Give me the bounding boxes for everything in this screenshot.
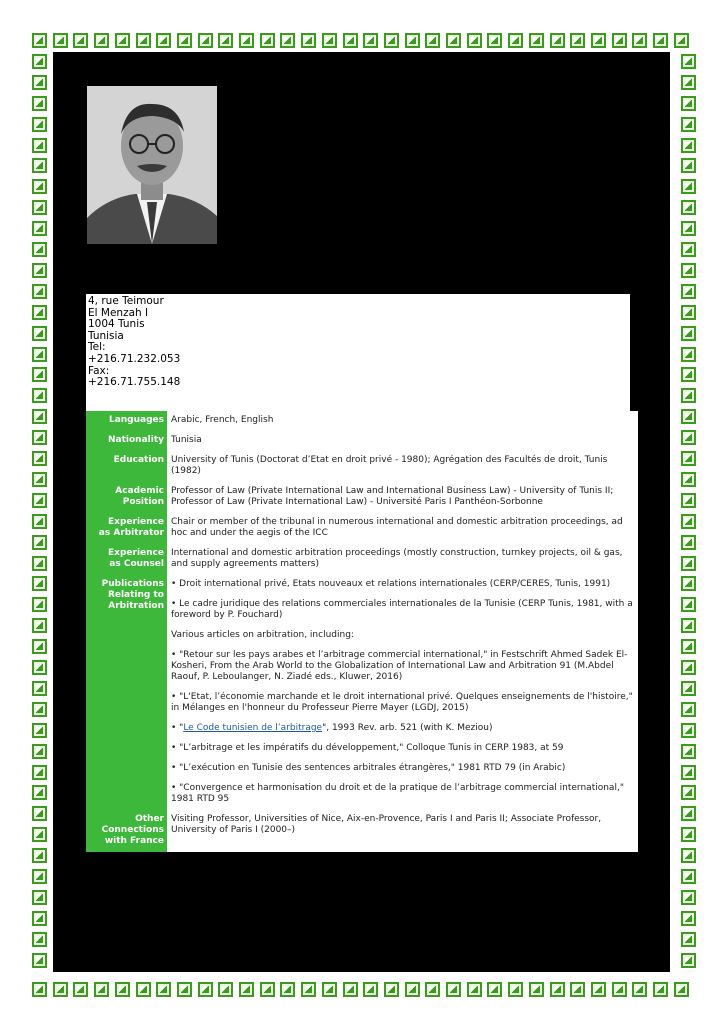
publication-item: • "L’exécution en Tunisie des sentences arbitrales étrangères," 1981 RTD 79 (in Arabic) — [171, 763, 566, 773]
tel-label: Tel: — [88, 341, 106, 354]
border-tile-icon — [591, 33, 606, 48]
border-tile-icon — [681, 911, 696, 926]
articles-intro: Various articles on arbitration, including: — [171, 630, 354, 640]
border-tile-icon — [681, 493, 696, 508]
border-tile-icon — [681, 158, 696, 173]
row-nationality — [86, 431, 638, 451]
value-publications — [167, 575, 638, 810]
border-tile-icon — [32, 367, 47, 382]
border-tile-icon — [363, 33, 378, 48]
border-tile-icon — [612, 33, 627, 48]
border-tile-icon — [681, 932, 696, 947]
value-nationality: Tunisia — [167, 431, 638, 451]
border-tile-icon — [681, 326, 696, 341]
publication-item: • "L'Etat, l’économie marchande et le droit international privé. Quelques enseignements de l'histoire," in Mélanges en l'honneur du Professeur Pierre Mayer (LGDJ, 2015) — [171, 692, 633, 713]
border-tile-icon — [487, 33, 502, 48]
border-tile-icon — [115, 982, 130, 997]
border-tile-icon — [570, 33, 585, 48]
value-experience-counsel: International and domestic arbitration proceedings (mostly construction, turnkey projects, oil & gas, and supply agreements matters) — [167, 544, 638, 575]
border-tile-icon — [32, 514, 47, 529]
border-tile-icon — [32, 911, 47, 926]
border-tile-icon — [32, 618, 47, 633]
border-tile-icon — [681, 221, 696, 236]
border-tile-icon — [177, 982, 192, 997]
border-tile-icon — [73, 982, 88, 997]
border-tile-icon — [32, 221, 47, 236]
border-tile-icon — [681, 765, 696, 780]
label-line: as Arbitrator — [98, 528, 164, 538]
border-tile-icon — [136, 982, 151, 997]
border-tile-icon — [260, 982, 275, 997]
border-tile-icon — [508, 982, 523, 997]
border-tile-icon — [681, 576, 696, 591]
border-tile-icon — [681, 660, 696, 675]
border-tile-icon — [32, 848, 47, 863]
label-line: as Counsel — [109, 559, 164, 569]
label-nationality: Nationality — [86, 431, 167, 451]
border-tile-icon — [32, 409, 47, 424]
label-languages: Languages — [86, 411, 167, 431]
publication-item-linked — [171, 723, 634, 734]
border-tile-icon — [681, 347, 696, 362]
border-tile-icon — [156, 33, 171, 48]
value-experience-arbitrator: Chair or member of the tribunal in numerous international and domestic arbitration proceedings, ad hoc and under the aegis of the ICC — [167, 513, 638, 544]
publication-item: • "Retour sur les pays arabes et l’arbitrage commercial international," in Festschrift Ahmed Sadek El-Kosheri, From the Arab World to the Globalization of International Law and Arbitration 91 (M.Abdel Raouf, P. Leboulanger, N. Ziadé eds., Kluwer, 2016) — [171, 650, 628, 682]
row-education — [86, 451, 638, 482]
border-tile-icon — [529, 33, 544, 48]
row-academic-position — [86, 482, 638, 513]
border-tile-icon — [32, 242, 47, 257]
border-tile-icon — [156, 982, 171, 997]
border-tile-icon — [681, 284, 696, 299]
border-tile-icon — [136, 33, 151, 48]
border-tile-icon — [322, 33, 337, 48]
border-tile-icon — [681, 138, 696, 153]
border-tile-icon — [32, 556, 47, 571]
publication-item: • "Convergence et harmonisation du droit et de la pratique de l’arbitrage commercial international," 1981 RTD 95 — [171, 783, 624, 804]
border-tile-icon — [653, 982, 668, 997]
border-tile-icon — [280, 982, 295, 997]
border-tile-icon — [681, 305, 696, 320]
border-tile-icon — [32, 75, 47, 90]
border-tile-icon — [32, 702, 47, 717]
border-tile-icon — [681, 514, 696, 529]
border-tile-icon — [681, 409, 696, 424]
border-tile-icon — [681, 96, 696, 111]
border-tile-icon — [218, 982, 233, 997]
publication-suffix: ", 1993 Rev. arb. 521 (with K. Meziou) — [322, 723, 493, 733]
border-tile-icon — [32, 388, 47, 403]
border-tile-icon — [32, 639, 47, 654]
border-tile-icon — [384, 982, 399, 997]
label-line: Experience — [108, 548, 164, 558]
border-tile-icon — [681, 953, 696, 968]
border-tile-icon — [405, 33, 420, 48]
border-tile-icon — [681, 723, 696, 738]
border-tile-icon — [32, 200, 47, 215]
value-languages: Arabic, French, English — [167, 411, 638, 431]
border-tile-icon — [550, 982, 565, 997]
border-tile-icon — [260, 33, 275, 48]
border-tile-icon — [425, 33, 440, 48]
border-tile-icon — [632, 982, 647, 997]
border-tile-icon — [94, 33, 109, 48]
portrait-image — [87, 86, 217, 244]
border-tile-icon — [674, 982, 689, 997]
label-experience-arbitrator — [86, 513, 167, 544]
border-tile-icon — [32, 953, 47, 968]
border-tile-icon — [32, 723, 47, 738]
border-tile-icon — [681, 556, 696, 571]
row-connections-france — [86, 810, 638, 852]
border-tile-icon — [467, 33, 482, 48]
border-tile-icon — [405, 982, 420, 997]
border-tile-icon — [32, 138, 47, 153]
border-tile-icon — [32, 305, 47, 320]
border-tile-icon — [681, 472, 696, 487]
label-line: with France — [104, 836, 164, 846]
label-line: Academic — [115, 486, 164, 496]
border-tile-icon — [280, 33, 295, 48]
border-tile-icon — [239, 982, 254, 997]
border-tile-icon — [446, 982, 461, 997]
border-tile-icon — [681, 451, 696, 466]
border-tile-icon — [301, 33, 316, 48]
border-tile-icon — [681, 263, 696, 278]
border-tile-icon — [32, 263, 47, 278]
row-experience-arbitrator — [86, 513, 638, 544]
label-line: Arbitration — [108, 601, 164, 611]
publication-item: • "L’arbitrage et les impératifs du développement," Colloque Tunis in CERP 1983, at 59 — [171, 743, 564, 753]
border-tile-icon — [32, 765, 47, 780]
border-tile-icon — [239, 33, 254, 48]
border-tile-icon — [681, 367, 696, 382]
border-tile-icon — [570, 982, 585, 997]
border-tile-icon — [301, 982, 316, 997]
label-line: Experience — [108, 517, 164, 527]
border-tile-icon — [32, 158, 47, 173]
label-line: Other — [135, 814, 164, 824]
border-tile-icon — [681, 597, 696, 612]
border-tile-icon — [681, 785, 696, 800]
border-tile-icon — [32, 982, 47, 997]
border-tile-icon — [32, 932, 47, 947]
profile-table — [86, 411, 638, 852]
border-tile-icon — [32, 890, 47, 905]
border-tile-icon — [32, 33, 47, 48]
border-tile-icon — [32, 451, 47, 466]
border-tile-icon — [32, 681, 47, 696]
publication-item: • Le cadre juridique des relations commerciales internationales de la Tunisie (CERP Tunis, 1981, with a foreword by P. Fouchard) — [171, 599, 633, 620]
border-tile-icon — [32, 179, 47, 194]
border-tile-icon — [32, 326, 47, 341]
border-tile-icon — [446, 33, 461, 48]
border-tile-icon — [681, 890, 696, 905]
border-tile-icon — [177, 33, 192, 48]
border-tile-icon — [681, 869, 696, 884]
border-tile-icon — [653, 33, 668, 48]
border-tile-icon — [591, 982, 606, 997]
address-line: El Menzah I — [88, 306, 149, 319]
publication-prefix: • " — [171, 723, 184, 733]
border-tile-icon — [681, 827, 696, 842]
border-tile-icon — [322, 982, 337, 997]
border-tile-icon — [218, 33, 233, 48]
border-tile-icon — [32, 806, 47, 821]
label-academic-position — [86, 482, 167, 513]
border-tile-icon — [674, 33, 689, 48]
border-tile-icon — [681, 535, 696, 550]
border-tile-icon — [681, 75, 696, 90]
address-line: 1004 Tunis — [88, 318, 145, 331]
label-experience-counsel — [86, 544, 167, 575]
label-publications — [86, 575, 167, 810]
contact-address-block — [86, 294, 630, 411]
border-tile-icon — [681, 618, 696, 633]
label-education: Education — [86, 451, 167, 482]
address-line: 4, rue Teimour — [88, 295, 164, 307]
border-tile-icon — [32, 535, 47, 550]
fax-number: +216.71.755.148 — [88, 376, 181, 389]
border-tile-icon — [681, 744, 696, 759]
border-tile-icon — [32, 597, 47, 612]
border-tile-icon — [53, 982, 68, 997]
border-tile-icon — [94, 982, 109, 997]
border-tile-icon — [681, 681, 696, 696]
border-tile-icon — [32, 54, 47, 69]
value-academic-position: Professor of Law (Private International Law and International Business Law) - University of Tunis II; Professor of Law (Private International Law) - Université Paris I Panthéon-Sorbonne — [167, 482, 638, 513]
border-tile-icon — [681, 242, 696, 257]
border-tile-icon — [32, 430, 47, 445]
border-tile-icon — [343, 982, 358, 997]
label-line: Connections — [101, 825, 164, 835]
border-tile-icon — [681, 179, 696, 194]
border-tile-icon — [32, 744, 47, 759]
border-tile-icon — [32, 827, 47, 842]
border-tile-icon — [32, 472, 47, 487]
border-tile-icon — [550, 33, 565, 48]
border-tile-icon — [73, 33, 88, 48]
border-tile-icon — [681, 54, 696, 69]
border-tile-icon — [198, 982, 213, 997]
fax-label: Fax: — [88, 364, 110, 377]
border-tile-icon — [487, 982, 502, 997]
address-line: Tunisia — [88, 329, 124, 342]
border-tile-icon — [384, 33, 399, 48]
publication-item: • Droit international privé, Etats nouveaux et relations internationales (CERP/CERES, Tunis, 1991) — [171, 579, 611, 589]
border-tile-icon — [32, 96, 47, 111]
border-tile-icon — [681, 806, 696, 821]
border-tile-icon — [632, 33, 647, 48]
border-tile-icon — [53, 33, 68, 48]
label-connections-france — [86, 810, 167, 852]
border-tile-icon — [612, 982, 627, 997]
value-education: University of Tunis (Doctorat d’Etat en droit privé - 1980); Agrégation des Facultés de droit, Tunis (1982) — [167, 451, 638, 482]
border-tile-icon — [681, 388, 696, 403]
border-tile-icon — [32, 660, 47, 675]
border-tile-icon — [363, 982, 378, 997]
border-tile-icon — [32, 576, 47, 591]
border-tile-icon — [425, 982, 440, 997]
border-tile-icon — [32, 347, 47, 362]
value-connections-france: Visiting Professor, Universities of Nice, Aix-en-Provence, Paris I and Paris II; Associate Professor, University of Paris I (2000–) — [167, 810, 638, 852]
portrait-photo — [87, 86, 217, 244]
border-tile-icon — [32, 785, 47, 800]
border-tile-icon — [508, 33, 523, 48]
border-tile-icon — [467, 982, 482, 997]
border-tile-icon — [32, 869, 47, 884]
row-publications — [86, 575, 638, 810]
border-tile-icon — [198, 33, 213, 48]
label-line: Relating to — [107, 590, 164, 600]
tel-number: +216.71.232.053 — [88, 352, 181, 365]
row-experience-counsel — [86, 544, 638, 575]
border-tile-icon — [343, 33, 358, 48]
border-tile-icon — [681, 117, 696, 132]
border-tile-icon — [681, 200, 696, 215]
border-tile-icon — [681, 430, 696, 445]
label-line: Position — [122, 497, 164, 507]
border-tile-icon — [32, 284, 47, 299]
code-tunisien-link[interactable]: Le Code tunisien de l’arbitrage — [183, 723, 323, 733]
label-line: Publications — [101, 579, 164, 589]
border-tile-icon — [681, 639, 696, 654]
border-tile-icon — [681, 702, 696, 717]
border-tile-icon — [681, 848, 696, 863]
border-tile-icon — [32, 493, 47, 508]
row-languages — [86, 411, 638, 431]
border-tile-icon — [529, 982, 544, 997]
border-tile-icon — [32, 117, 47, 132]
border-tile-icon — [115, 33, 130, 48]
